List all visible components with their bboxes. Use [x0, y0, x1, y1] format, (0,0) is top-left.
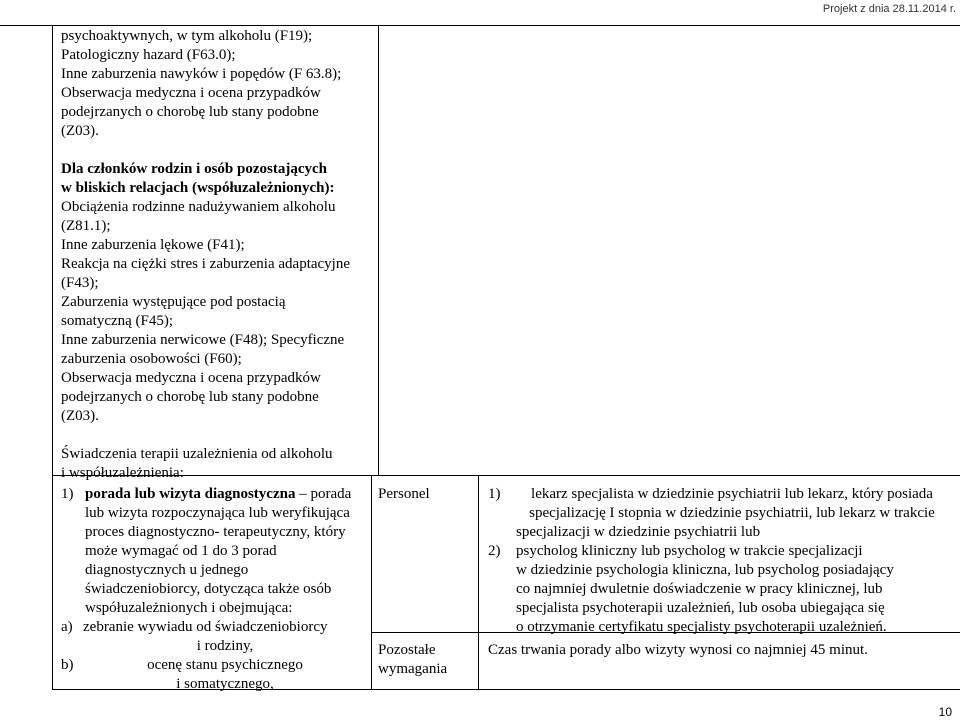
personel-item-1 — [488, 485, 948, 542]
text-line: zaburzenia osobowości (F60); — [61, 351, 242, 367]
text-line: specjalizację I stopnia w dziedzinie psychiatrii, lub lekarz w trakcie — [529, 505, 935, 521]
text-line: Świadczenia terapii uzależnienia od alkoholu — [61, 446, 333, 462]
upper-right-border — [378, 25, 379, 475]
sub-item-a — [61, 618, 367, 656]
text-line: i somatycznego, — [176, 676, 274, 692]
item-number: 1) — [488, 486, 501, 502]
upper-left-border — [52, 25, 53, 475]
service-description-cell — [61, 485, 367, 694]
text-line: Inne zaburzenia nawyków i popędów (F 63.8); — [61, 66, 342, 82]
text-line: Obciążenia rodzinne nadużywaniem alkoholu — [61, 199, 336, 215]
item-letter: a) — [61, 619, 73, 635]
text-line: Patologiczny hazard (F63.0); — [61, 47, 236, 63]
text-line: lub wizyta rozpoczynająca lub weryfikująca — [85, 505, 350, 521]
text-line: diagnostycznych u jednego — [85, 562, 249, 578]
text-line: – porada — [295, 486, 352, 502]
text-line: proces diagnostyczno- terapeutyczny, który — [85, 524, 346, 540]
text-line: Zaburzenia występujące pod postacią — [61, 294, 286, 310]
family-members-section — [61, 160, 373, 426]
text-line: specjalista psychoterapii uzależnień, lub osoba ubiegająca się — [516, 600, 885, 616]
item-letter: b) — [61, 657, 74, 673]
text-line: (Z03). — [61, 123, 99, 139]
section-heading-line: Dla członków rodzin i osób pozostających — [61, 161, 327, 177]
text-line: somatyczną (F45); — [61, 313, 174, 329]
services-heading — [61, 445, 373, 483]
text-line: Obserwacja medyczna i ocena przypadków — [61, 85, 321, 101]
page-number: 10 — [938, 705, 952, 719]
other-requirements-label — [378, 641, 447, 679]
text-line: współuzależnionych i obejmująca: — [85, 600, 293, 616]
text-line: lekarz specjalista w dziedzinie psychiatrii lub lekarz, który posiada — [531, 486, 933, 502]
personel-label: Personel — [378, 486, 430, 502]
text-line: Pozostałe — [378, 642, 436, 658]
text-line: zebranie wywiadu od świadczeniobiorcy — [83, 619, 328, 635]
upper-cell — [61, 27, 373, 483]
service-item-1 — [61, 485, 367, 618]
text-line: psychoaktywnych, w tym alkoholu (F19); — [61, 28, 313, 44]
personel-item-2 — [488, 542, 948, 637]
text-line: może wymagać od 1 do 3 porad — [85, 543, 277, 559]
text-line: Obserwacja medyczna i ocena przypadków — [61, 370, 321, 386]
text-line: co najmniej dwuletnie doświadczenie w pracy klinicznej, lub — [516, 581, 883, 597]
diagnosis-list-continued — [61, 27, 373, 141]
service-sub-list — [61, 618, 367, 694]
text-line: i rodziny, — [196, 638, 254, 654]
text-line: w dziedzinie psychologia kliniczna, lub psycholog posiadający — [516, 562, 894, 578]
section-heading-line: w bliskich relacjach (współuzależnionych): — [61, 180, 335, 196]
item-number: 2) — [488, 543, 501, 559]
text-line: Inne zaburzenia nerwicowe (F48); Specyficzne — [61, 332, 345, 348]
text-line: (Z81.1); — [61, 218, 111, 234]
text-line: świadczeniobiorcy, dotycząca także osób — [85, 581, 332, 597]
text-line: podejrzanych o chorobę lub stany podobne — [61, 389, 319, 405]
text-line: (Z03). — [61, 408, 99, 424]
upper-top-border — [0, 25, 960, 26]
text-line: (F43); — [61, 275, 99, 291]
text-line: Reakcja na ciężki stres i zaburzenia adaptacyjne — [61, 256, 351, 272]
item-number: 1) — [61, 486, 74, 502]
text-line: o otrzymanie certyfikatu specjalisty psychoterapii uzależnień. — [516, 619, 887, 635]
personel-requirements-cell — [488, 485, 948, 637]
text-line: Inne zaburzenia lękowe (F41); — [61, 237, 245, 253]
other-requirements-text: Czas trwania porady albo wizyty wynosi co najmniej 45 minut. — [488, 642, 868, 658]
text-line: psycholog kliniczny lub psycholog w trakcie specjalizacji — [516, 543, 863, 559]
service-name: porada lub wizyta diagnostyczna — [85, 486, 296, 502]
document-header-note: Projekt z dnia 28.11.2014 r. — [822, 3, 956, 15]
table-col2-divider — [478, 475, 479, 689]
text-line: wymagania — [378, 661, 448, 677]
text-line: specjalizacji w dziedzinie psychiatrii lub — [516, 524, 761, 540]
text-line: ocenę stanu psychicznego — [147, 657, 303, 673]
text-line: i współuzależnienia: — [61, 465, 184, 481]
personel-list — [488, 485, 948, 637]
table-col1-divider — [371, 475, 372, 689]
table-left-border — [52, 475, 53, 689]
sub-item-b — [61, 656, 367, 694]
text-line: podejrzanych o chorobę lub stany podobne — [61, 104, 319, 120]
